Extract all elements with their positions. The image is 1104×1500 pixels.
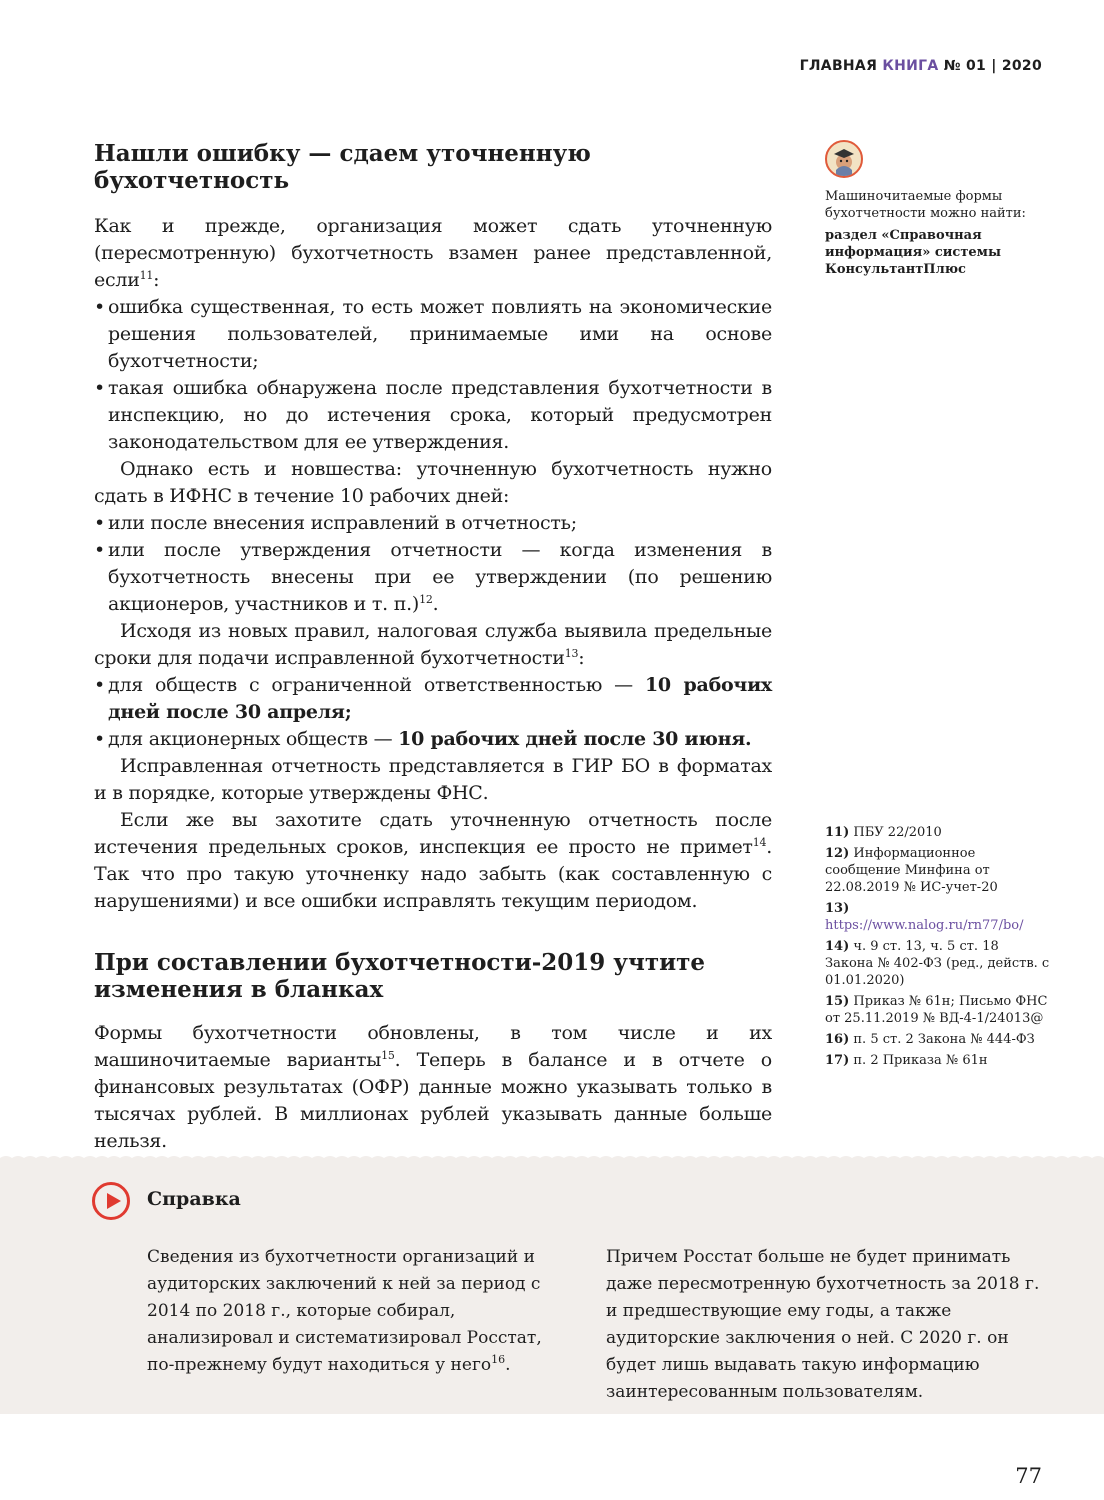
list-item: • для акционерных обществ — 10 рабочих дней после 30 июня. bbox=[94, 726, 772, 753]
sidebar-lead: Машиночитаемые формы бухотчетности можно найти: bbox=[825, 189, 1026, 221]
footnote: 14) ч. 9 ст. 13, ч. 5 ст. 18 Закона № 402-ФЗ (ред., действ. с 01.01.2020) bbox=[825, 939, 1050, 988]
header-issue: № 01 | 2020 bbox=[943, 58, 1042, 74]
reference-left-text: Сведения из бухотчетности организаций и аудиторских заключений к ней за период с 2014 по 2018 г., которые собирал, анализировал и систематизировал Росстат, по-прежнему будут находиться у него$^{16}$. bbox=[147, 1247, 542, 1375]
reference-title: Справка bbox=[147, 1188, 241, 1210]
footnote: 17) п. 2 Приказа № 61н bbox=[825, 1053, 988, 1068]
list-item: • ошибка существенная, то есть может повлиять на экономические решения пользователей, принимаемые ими на основе бухотчетности; bbox=[94, 294, 772, 375]
section1-bullets-3 bbox=[94, 672, 772, 753]
section1-bullets-2 bbox=[94, 510, 772, 618]
list-item: • или после утверждения отчетности — когда изменения в бухотчетность внесены при ее утверждении (по решению акционеров, участников и т. п.)$^{12}$. bbox=[94, 537, 772, 618]
section1-para5: Если же вы захотите сдать уточненную отчетность после истечения предельных сроков, инспекция ее просто не примет$^{14}$. Так что про такую уточненку надо забыть (как составленную с нарушениями) и все ошибки исправлять текущим периодом. bbox=[94, 809, 772, 912]
section1-bullets-1 bbox=[94, 294, 772, 456]
page-header bbox=[800, 58, 1042, 74]
sidebar-note bbox=[825, 140, 1055, 278]
section1-para2: Однако есть и новшества: уточненную бухотчетность нужно сдать в ИФНС в течение 10 рабочих дней: bbox=[94, 458, 772, 507]
sidebar-source: раздел «Справочная информация» системы КонсультантПлюс bbox=[825, 228, 1001, 277]
section1-para3: Исходя из новых правил, налоговая служба выявила предельные сроки для подачи исправленной бухотчетности$^{13}$: bbox=[94, 620, 772, 669]
page-number: 77 bbox=[1015, 1464, 1042, 1488]
footnote: 13) https://www.nalog.ru/rn77/bo/ bbox=[825, 901, 1024, 933]
list-item: • для обществ с ограниченной ответственностью — 10 рабочих дней после 30 апреля; bbox=[94, 672, 772, 726]
section2-para: Формы бухотчетности обновлены, в том числе и их машиночитаемые варианты$^{15}$. Теперь в балансе и в отчете о финансовых результатах (ОФР) данные можно указывать только в тысячах рублей. В миллионах рублей указывать данные больше нельзя. bbox=[94, 1022, 772, 1152]
footnotes bbox=[825, 824, 1050, 1073]
section1-intro: Как и прежде, организация может сдать уточненную (пересмотренную) бухотчетность взамен ранее представленной, если$^{11}$: bbox=[94, 215, 772, 291]
section2-title: При составлении бухотчетности-2019 учтите изменения в бланках bbox=[94, 949, 706, 1003]
footnote-link[interactable]: https://www.nalog.ru/rn77/bo/ bbox=[825, 918, 1024, 933]
expert-avatar-icon bbox=[825, 140, 863, 178]
main-column bbox=[94, 140, 772, 1155]
list-item: • такая ошибка обнаружена после представления бухотчетности в инспекцию, но до истечения срока, который предусмотрен законодательством для ее утверждения. bbox=[94, 375, 772, 456]
header-magazine-part1: ГЛАВНАЯ bbox=[799, 58, 878, 74]
reference-right-text: Причем Росстат больше не будет принимать даже пересмотренную бухотчетность за 2018 г. и предшествующие ему годы, а также аудиторские заключения о ней. С 2020 г. он будет лишь выдавать такую информацию заинтересованным пользователям. bbox=[606, 1247, 1040, 1402]
section1-para4: Исправленная отчетность представляется в ГИР БО в форматах и в порядке, которые утверждены ФНС. bbox=[94, 755, 772, 804]
footnote: 16) п. 5 ст. 2 Закона № 444-ФЗ bbox=[825, 1032, 1035, 1047]
footnote: 11) ПБУ 22/2010 bbox=[825, 825, 942, 840]
footnote: 12) Информационное сообщение Минфина от 22.08.2019 № ИС-учет-20 bbox=[825, 846, 998, 895]
section1-title: Нашли ошибку — сдаем уточненную бухотчетность bbox=[94, 140, 591, 194]
play-icon bbox=[92, 1182, 130, 1220]
list-item: • или после внесения исправлений в отчетность; bbox=[94, 510, 772, 537]
header-magazine-part2: КНИГА bbox=[882, 58, 939, 74]
footnote: 15) Приказ № 61н; Письмо ФНС от 25.11.2019 № ВД-4-1/24013@ bbox=[825, 994, 1048, 1026]
